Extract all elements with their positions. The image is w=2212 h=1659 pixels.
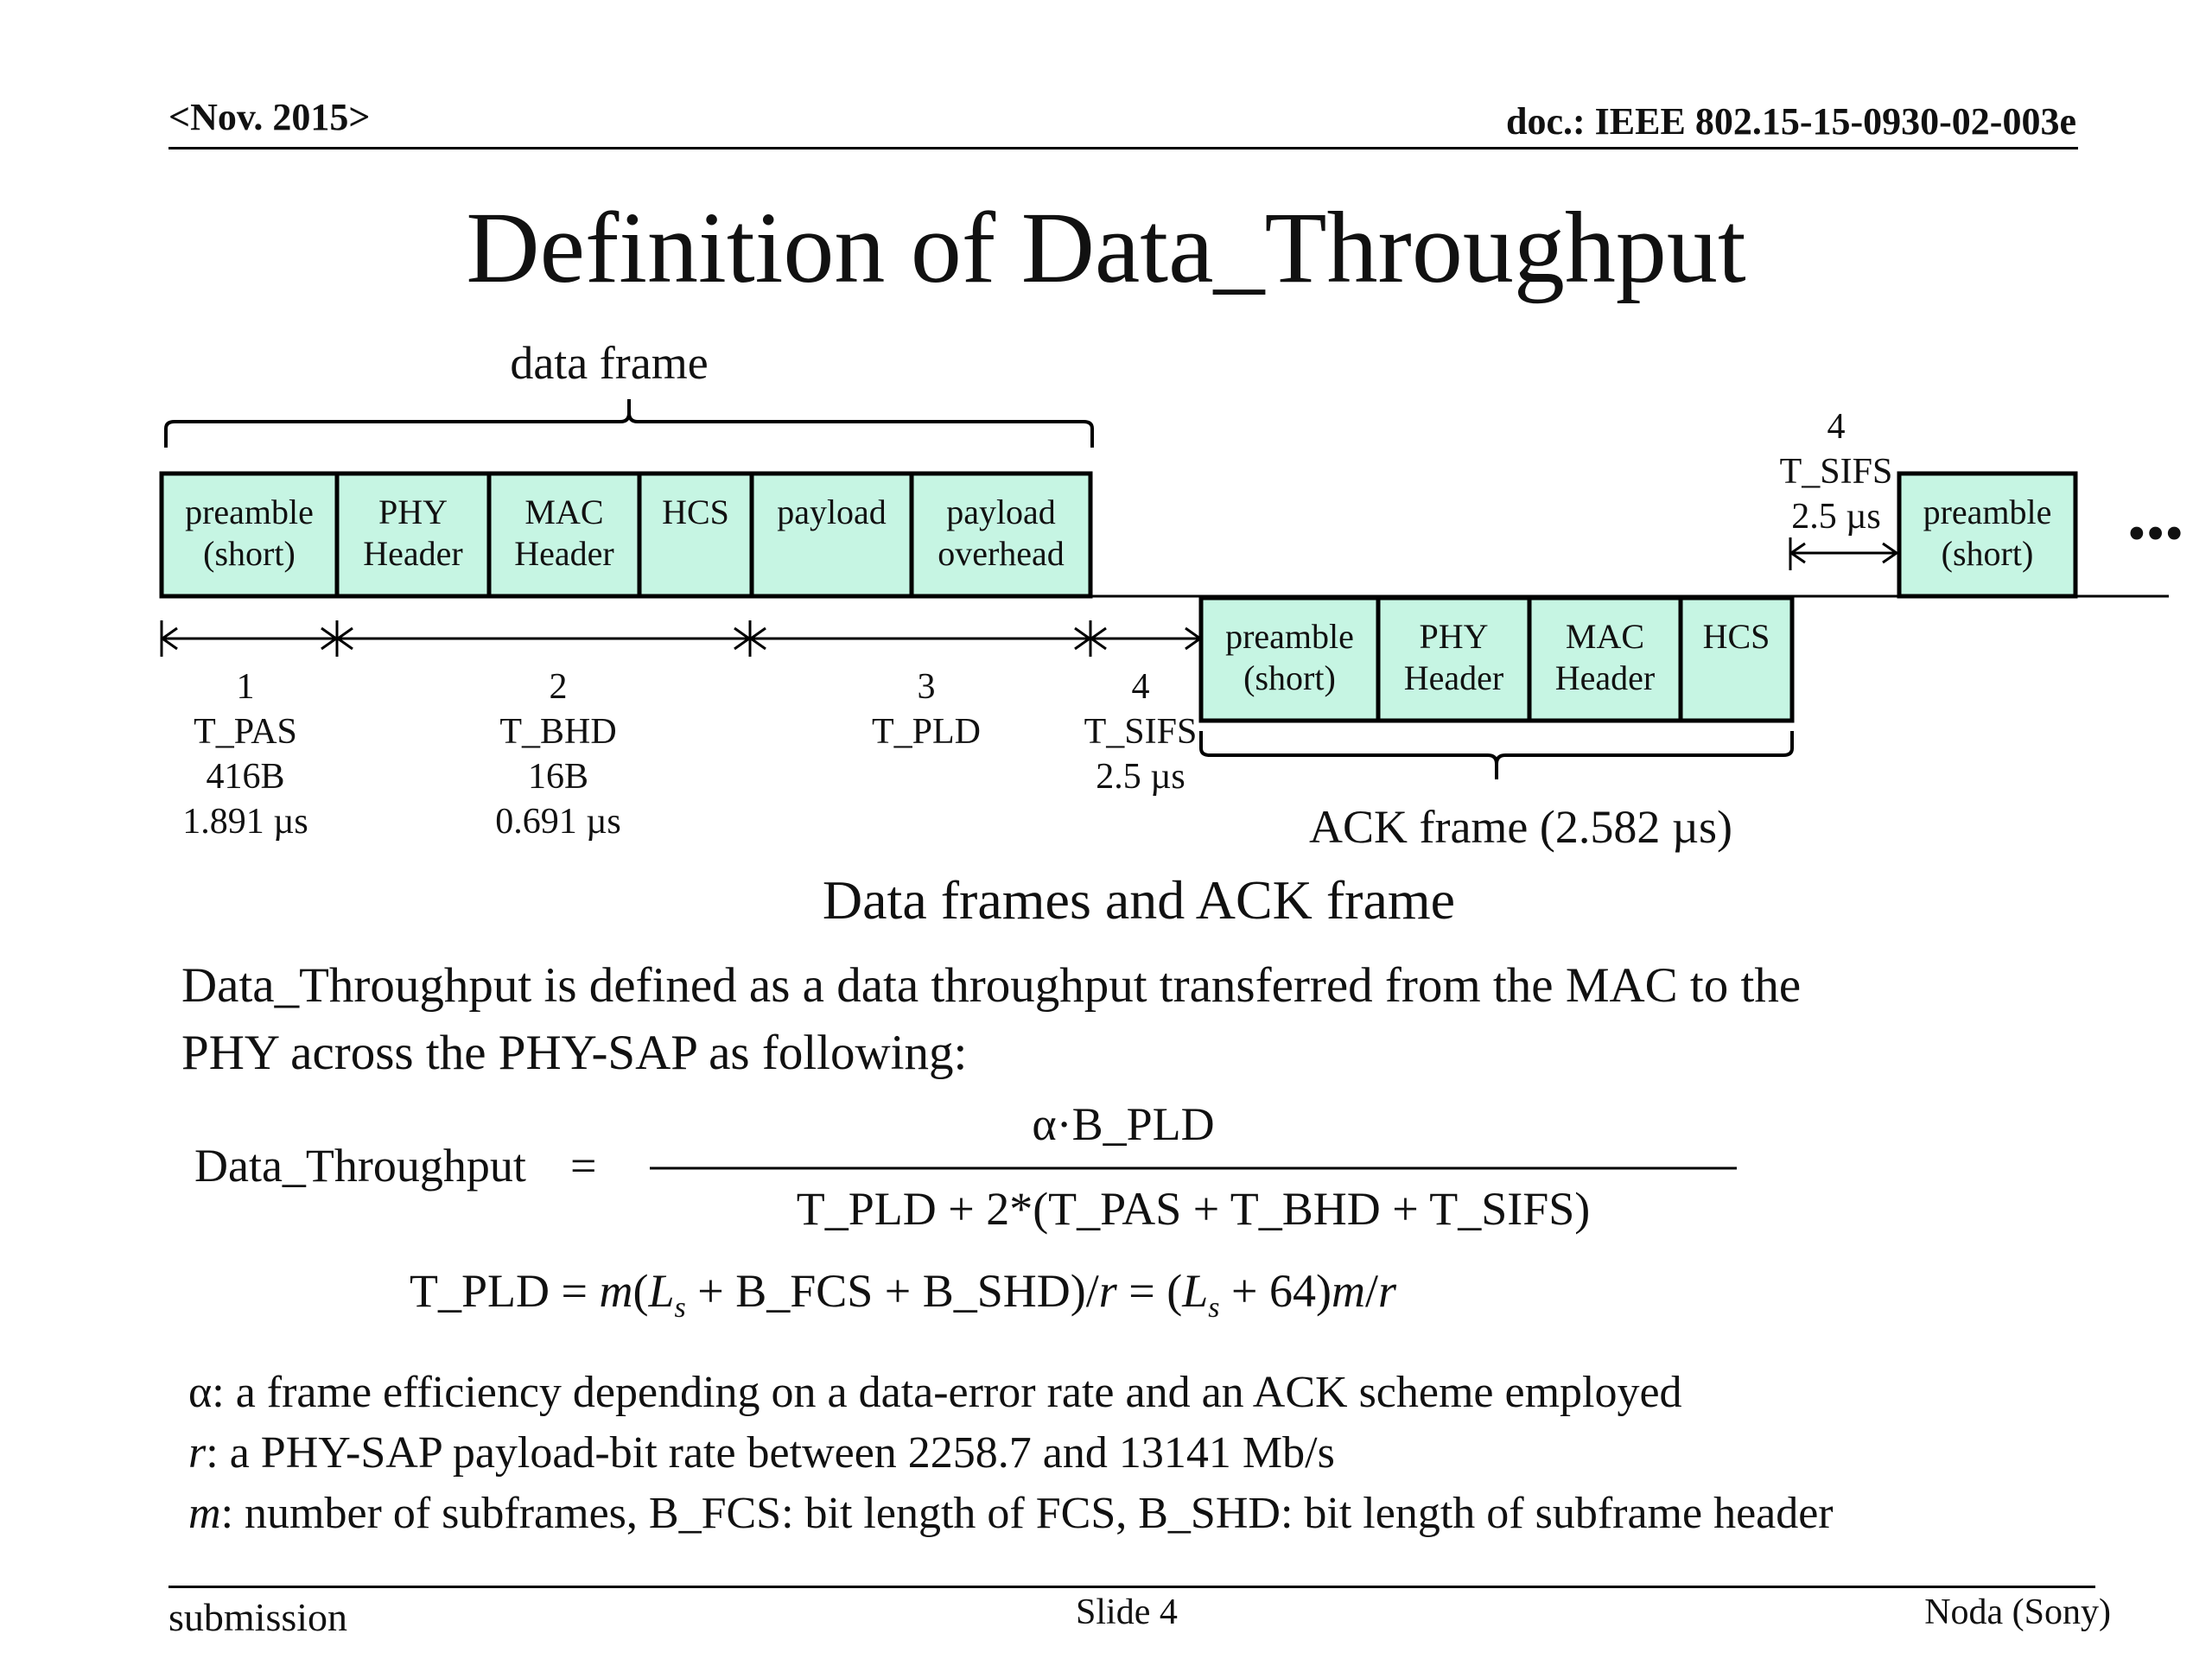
interval-arrows bbox=[162, 620, 1201, 657]
diagram-caption: Data frames and ACK frame bbox=[822, 869, 1456, 931]
ack-frame-field-label: preamble bbox=[1225, 617, 1354, 656]
tpld-part: = ( bbox=[1116, 1265, 1183, 1317]
ack-frame-fields bbox=[1201, 598, 1792, 721]
data-frame-field-label: HCS bbox=[662, 493, 729, 531]
formula-equals: = bbox=[570, 1140, 597, 1192]
tpld-part: / bbox=[1364, 1265, 1378, 1317]
tpld-var-L: L bbox=[1182, 1265, 1209, 1317]
formula-numerator: α·B_PLD bbox=[1032, 1098, 1215, 1150]
formula-denominator: T_PLD + 2*(T_PAS + T_BHD + T_SIFS) bbox=[796, 1183, 1591, 1235]
interval-label: 0.691 µs bbox=[495, 802, 621, 842]
symbol-description: : number of subframes, B_FCS: bit length of FCS, B_SHD: bit length of subframe header bbox=[220, 1489, 1834, 1538]
header-date: <Nov. 2015> bbox=[168, 96, 371, 138]
symbol: m bbox=[188, 1489, 221, 1538]
interval-label: 16B bbox=[527, 757, 589, 797]
definition-line-2: PHY across the PHY-SAP as following: bbox=[181, 1026, 968, 1080]
tpld-part: ( bbox=[632, 1265, 649, 1317]
ack-frame-label: ACK frame (2.582 µs) bbox=[1308, 801, 1733, 853]
continuation-dots: ••• bbox=[2127, 505, 2184, 563]
tpld-var-r: r bbox=[1098, 1265, 1117, 1317]
next-frame-fields bbox=[1899, 474, 2075, 596]
tpld-sub-s: s bbox=[674, 1291, 686, 1324]
interval-label: 2.5 µs bbox=[1096, 757, 1185, 797]
tpld-var-m: m bbox=[1331, 1265, 1365, 1317]
interval-label: 1 bbox=[236, 667, 255, 707]
data-frame-fields bbox=[162, 474, 1090, 596]
tpld-sub-s: s bbox=[1208, 1291, 1220, 1324]
page-title: Definition of Data_Throughput bbox=[466, 191, 1746, 304]
tpld-part: T_PLD = bbox=[410, 1265, 600, 1317]
interval-label: T_PAS bbox=[194, 712, 297, 752]
footer-slide-number: Slide 4 bbox=[1076, 1592, 1178, 1632]
tpld-formula bbox=[410, 1264, 1396, 1325]
next-frame-field-label: preamble bbox=[1923, 493, 2052, 531]
tpld-part: + 64) bbox=[1219, 1265, 1332, 1317]
header-doc-id: doc.: IEEE 802.15-15-0930-02-003e bbox=[1506, 100, 2076, 143]
data-frame-field-label: (short) bbox=[203, 534, 296, 573]
data-frame-label: data frame bbox=[510, 337, 709, 389]
data-frame-field-label: payload bbox=[946, 493, 1056, 531]
ack-frame-field-label: Header bbox=[1554, 658, 1656, 697]
data-frame-field-label: Header bbox=[514, 534, 614, 573]
data-frame-field-label: preamble bbox=[185, 493, 314, 531]
sifs-right-label: 4 bbox=[1827, 407, 1846, 447]
ack-frame-field-label: Header bbox=[1403, 658, 1504, 697]
data-frame-field-label: PHY bbox=[378, 493, 448, 531]
symbol: α bbox=[188, 1368, 213, 1417]
symbol-definition-alpha bbox=[188, 1367, 1682, 1418]
interval-label: 1.891 µs bbox=[182, 802, 308, 842]
ack-frame-field-label: HCS bbox=[1702, 617, 1770, 656]
next-frame-field-label: (short) bbox=[1941, 534, 2034, 573]
sifs-right-label: 2.5 µs bbox=[1791, 497, 1881, 537]
ack-frame-field-label: MAC bbox=[1565, 617, 1645, 656]
interval-label: 3 bbox=[917, 667, 936, 707]
ack-frame-field-label: (short) bbox=[1243, 658, 1336, 697]
symbol-definition-m bbox=[188, 1488, 1834, 1539]
data-frame-field-label: payload bbox=[777, 493, 887, 531]
footer-right: Noda (Sony) bbox=[1924, 1592, 2111, 1632]
data-frame-field-label: Header bbox=[363, 534, 463, 573]
definition-line-1: Data_Throughput is defined as a data throughput transferred from the MAC to the bbox=[181, 958, 1802, 1013]
symbol: r bbox=[188, 1428, 207, 1478]
interval-label: 2 bbox=[549, 667, 568, 707]
ack-frame-field-label: PHY bbox=[1419, 617, 1489, 656]
sifs-right-arrow bbox=[1790, 537, 1897, 570]
data-frame-field-label: MAC bbox=[524, 493, 604, 531]
interval-label: 4 bbox=[1131, 667, 1150, 707]
ack-frame-brace bbox=[1201, 731, 1792, 779]
data-frame-field-label: overhead bbox=[938, 534, 1065, 573]
formula-lhs: Data_Throughput bbox=[194, 1140, 526, 1192]
interval-label: T_BHD bbox=[499, 712, 617, 752]
interval-label: T_PLD bbox=[872, 712, 981, 752]
tpld-var-L: L bbox=[648, 1265, 675, 1317]
sifs-right-labels bbox=[1780, 407, 1893, 537]
tpld-part: + B_FCS + B_SHD)/ bbox=[685, 1265, 1099, 1317]
symbol-definition-r bbox=[188, 1427, 1335, 1478]
sifs-right-label: T_SIFS bbox=[1779, 452, 1893, 492]
footer-left: submission bbox=[168, 1595, 348, 1639]
interval-label: T_SIFS bbox=[1084, 712, 1198, 752]
symbol-description: : a frame efficiency depending on a data-error rate and an ACK scheme employed bbox=[212, 1368, 1682, 1417]
tpld-var-r: r bbox=[1377, 1265, 1396, 1317]
data-frame-brace bbox=[166, 399, 1092, 448]
definition-paragraph bbox=[181, 952, 2169, 1087]
tpld-var-m: m bbox=[599, 1265, 633, 1317]
interval-label: 416B bbox=[206, 757, 285, 797]
footer-rule bbox=[168, 1586, 2095, 1588]
symbol-description: : a PHY-SAP payload-bit rate between 2258.7 and 13141 Mb/s bbox=[206, 1428, 1335, 1478]
interval-labels bbox=[182, 667, 1197, 842]
